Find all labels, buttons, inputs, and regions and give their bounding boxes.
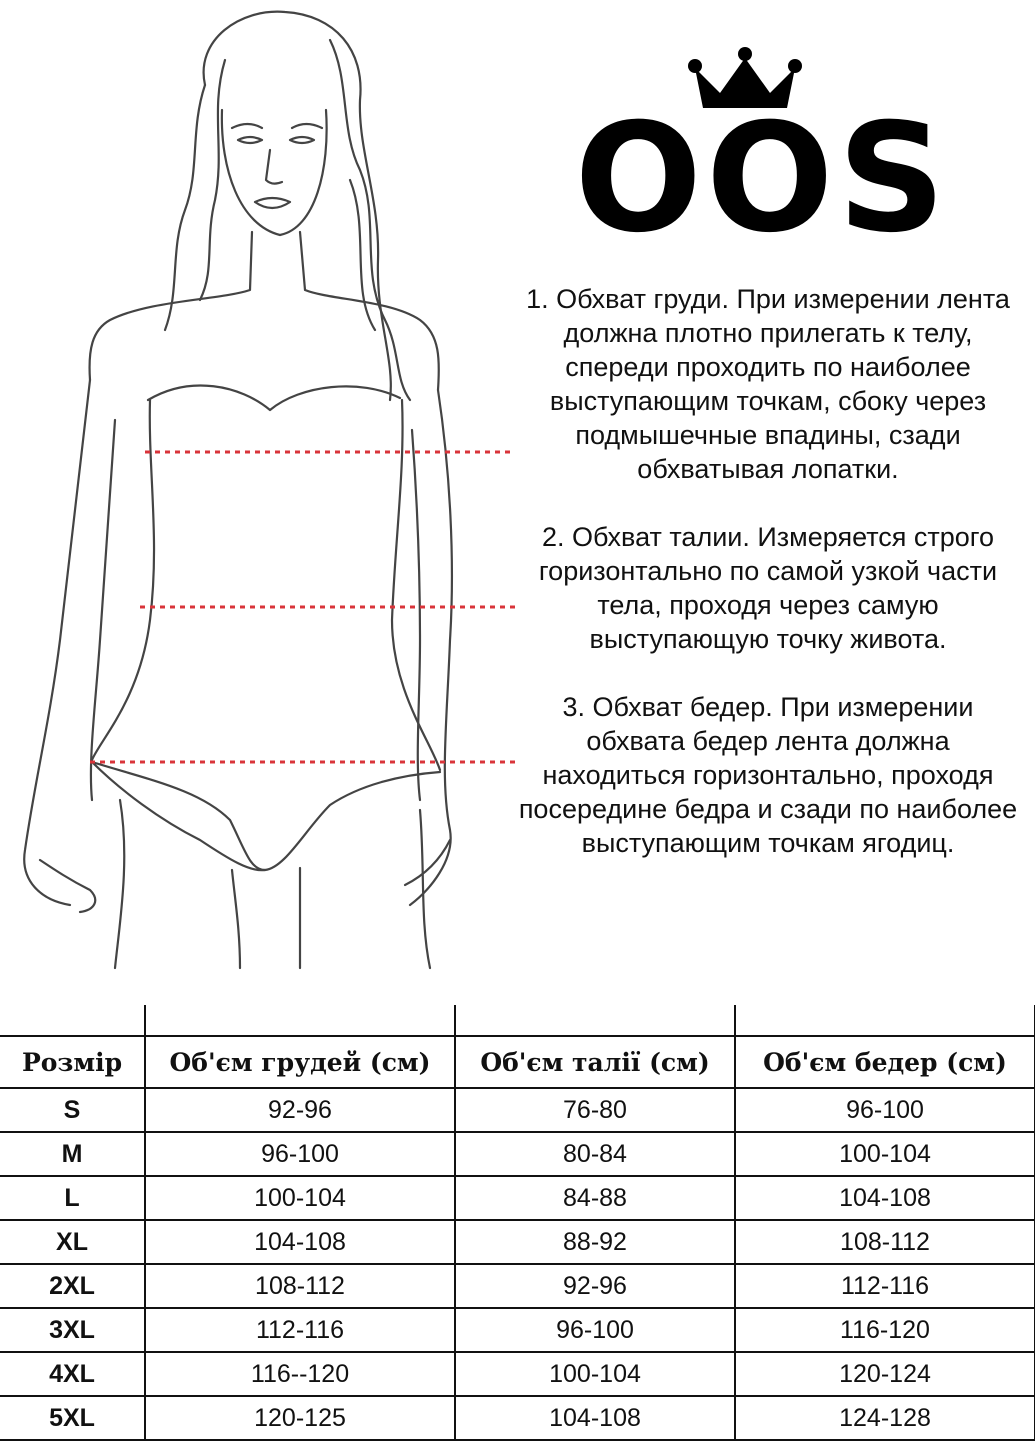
hips-cell: 120-124 [735, 1352, 1035, 1396]
bust-cell: 108-112 [145, 1264, 455, 1308]
body-measurement-illustration [0, 0, 520, 970]
hips-cell: 124-128 [735, 1396, 1035, 1440]
header-size: Розмір [0, 1036, 145, 1088]
size-cell: 5XL [0, 1396, 145, 1440]
header-hips: Об'єм бедер (см) [735, 1036, 1035, 1088]
table-row [0, 1264, 1035, 1308]
logo-wordmark: OOS [574, 92, 950, 248]
table-row [0, 1176, 1035, 1220]
size-cell: 3XL [0, 1308, 145, 1352]
note-hips: 3. Обхват бедер. При измерении обхвата бедер лента должна находиться горизонтально, проходя посередине бедра и сзади по наиболее выступающим точкам ягодиц. [518, 692, 1018, 858]
hips-cell: 112-116 [735, 1264, 1035, 1308]
size-cell: 2XL [0, 1264, 145, 1308]
size-cell: XL [0, 1220, 145, 1264]
waist-cell: 88-92 [455, 1220, 735, 1264]
bust-cell: 104-108 [145, 1220, 455, 1264]
bust-cell: 116--120 [145, 1352, 455, 1396]
waist-cell: 96-100 [455, 1308, 735, 1352]
hips-cell: 100-104 [735, 1132, 1035, 1176]
waist-cell: 76-80 [455, 1088, 735, 1132]
note-bust: 1. Обхват груди. При измерении лента должна плотно прилегать к телу, спереди проходить по наиболее выступающим точкам, сбоку через подмышечные впадины, сзади обхватывая лопатки. [526, 284, 1010, 484]
table-row [0, 1132, 1035, 1176]
hips-cell: 104-108 [735, 1176, 1035, 1220]
table-row [0, 1396, 1035, 1440]
size-chart-table [0, 1005, 1035, 1441]
header-waist: Об'єм талії (см) [455, 1036, 735, 1088]
waist-cell: 84-88 [455, 1176, 735, 1220]
bust-cell: 112-116 [145, 1308, 455, 1352]
size-cell: M [0, 1132, 145, 1176]
size-cell: 4XL [0, 1352, 145, 1396]
size-cell: S [0, 1088, 145, 1132]
table-row [0, 1352, 1035, 1396]
waist-cell: 92-96 [455, 1264, 735, 1308]
hips-cell: 96-100 [735, 1088, 1035, 1132]
hips-cell: 108-112 [735, 1220, 1035, 1264]
table-header-row [0, 1036, 1035, 1088]
waist-cell: 80-84 [455, 1132, 735, 1176]
note-waist: 2. Обхват талии. Измеряется строго горизонтально по самой узкой части тела, проходя через самую выступающую точку живота. [538, 522, 998, 654]
bust-cell: 92-96 [145, 1088, 455, 1132]
table-row [0, 1308, 1035, 1352]
size-cell: L [0, 1176, 145, 1220]
table-spacer-row [0, 1005, 1035, 1036]
measurement-instructions [518, 282, 1018, 894]
brand-logo [555, 38, 970, 248]
bust-cell: 100-104 [145, 1176, 455, 1220]
bust-cell: 96-100 [145, 1132, 455, 1176]
bust-cell: 120-125 [145, 1396, 455, 1440]
table-row [0, 1220, 1035, 1264]
waist-cell: 100-104 [455, 1352, 735, 1396]
waist-cell: 104-108 [455, 1396, 735, 1440]
header-bust: Об'єм грудей (см) [145, 1036, 455, 1088]
hips-cell: 116-120 [735, 1308, 1035, 1352]
table-row [0, 1088, 1035, 1132]
